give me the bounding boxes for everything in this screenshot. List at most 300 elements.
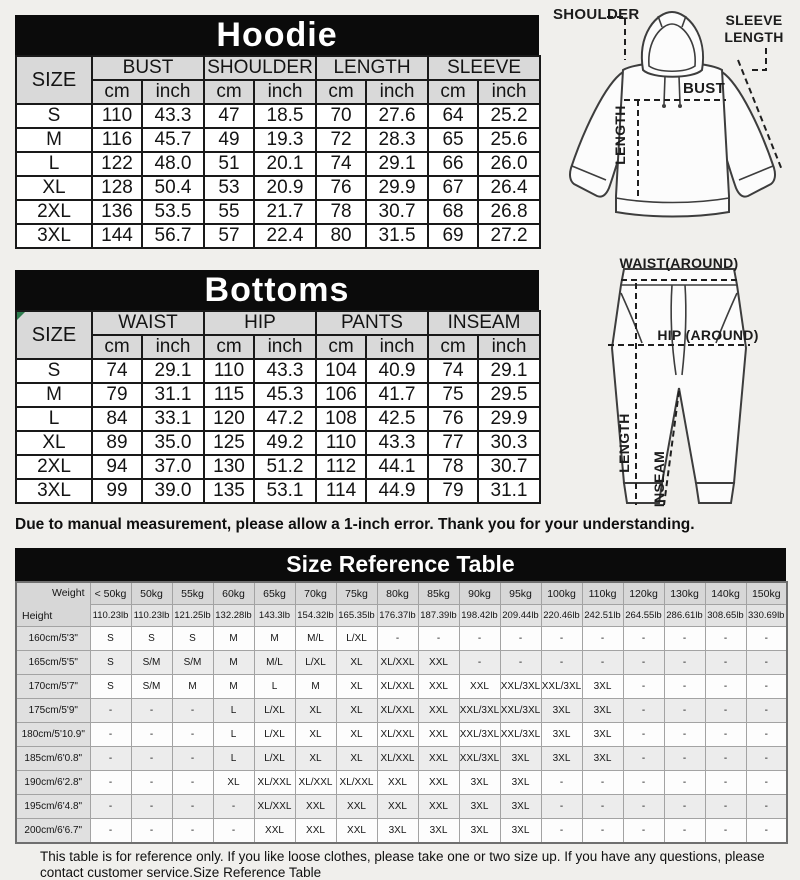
height-header-cell: 195cm/6'4.8"	[16, 795, 90, 819]
measurement-cell: 31.5	[366, 224, 428, 248]
measurement-cell: 44.9	[366, 479, 428, 503]
weight-kg-header: 65kg	[254, 582, 295, 605]
measurement-cell: 78	[316, 200, 366, 224]
height-row-175cm	[16, 699, 787, 723]
size-row-2XL	[16, 455, 540, 479]
size-reference-table	[15, 581, 788, 844]
bottoms-size-table-section	[15, 270, 539, 504]
weight-kg-header: < 50kg	[90, 582, 131, 605]
recommended-size-cell: S	[90, 627, 131, 651]
recommended-size-cell: XL	[336, 747, 377, 771]
size-row-XL	[16, 431, 540, 455]
group-header: HIP	[204, 311, 316, 335]
recommended-size-cell: -	[623, 651, 664, 675]
measurement-cell: 31.1	[142, 383, 204, 407]
measurement-cell: 84	[92, 407, 142, 431]
recommended-size-cell: -	[131, 819, 172, 844]
recommended-size-cell: -	[541, 771, 582, 795]
recommended-size-cell: XXL	[459, 675, 500, 699]
hoodie-length-label: LENGTH	[612, 105, 628, 165]
recommended-size-cell: -	[500, 651, 541, 675]
weight-lb-header: 176.37lb	[377, 605, 418, 627]
height-header-cell: 200cm/6'6.7"	[16, 819, 90, 844]
size-cell: 3XL	[16, 479, 92, 503]
weight-lb-header: 132.28lb	[213, 605, 254, 627]
size-header: SIZE	[16, 56, 92, 104]
measurement-cell: 136	[92, 200, 142, 224]
measurement-cell: 35.0	[142, 431, 204, 455]
hoodie-size-table	[15, 55, 541, 249]
measurement-cell: 53	[204, 176, 254, 200]
recommended-size-cell: -	[582, 819, 623, 844]
measurement-cell: 70	[316, 104, 366, 128]
recommended-size-cell: -	[90, 699, 131, 723]
measurement-cell: 55	[204, 200, 254, 224]
weight-kg-header: 110kg	[582, 582, 623, 605]
recommended-size-cell: -	[172, 723, 213, 747]
measurement-cell: 43.3	[142, 104, 204, 128]
height-row-165cm	[16, 651, 787, 675]
recommended-size-cell: XXL/3XL	[500, 699, 541, 723]
recommended-size-cell: 3XL	[500, 819, 541, 844]
unit-inch-header: inch	[366, 335, 428, 359]
size-row-3XL	[16, 224, 540, 248]
measurement-cell: 130	[204, 455, 254, 479]
measurement-cell: 45.3	[254, 383, 316, 407]
recommended-size-cell: XXL/3XL	[500, 723, 541, 747]
unit-cm-header: cm	[428, 80, 478, 104]
weight-lb-row	[16, 605, 787, 627]
size-row-3XL	[16, 479, 540, 503]
recommended-size-cell: -	[746, 651, 787, 675]
weight-lb-header: 110.23lb	[131, 605, 172, 627]
weight-height-corner-cell	[16, 582, 90, 627]
unit-inch-header: inch	[366, 80, 428, 104]
measurement-cell: 48.0	[142, 152, 204, 176]
measurement-cell: 22.4	[254, 224, 316, 248]
recommended-size-cell: 3XL	[541, 747, 582, 771]
recommended-size-cell: -	[623, 819, 664, 844]
recommended-size-cell: -	[500, 627, 541, 651]
height-row-180cm	[16, 723, 787, 747]
measurement-cell: 110	[204, 359, 254, 383]
measurement-cell: 72	[316, 128, 366, 152]
measurement-cell: 110	[92, 104, 142, 128]
size-row-L	[16, 407, 540, 431]
measurement-cell: 78	[428, 455, 478, 479]
size-reference-title: Size Reference Table	[15, 548, 786, 581]
recommended-size-cell: XXL	[295, 819, 336, 844]
weight-kg-header: 100kg	[541, 582, 582, 605]
footer-note: This table is for reference only. If you like loose clothes, please take one or two size up. If you have any questions, please contact customer service.Size Reference Table	[40, 849, 765, 880]
recommended-size-cell: M	[213, 651, 254, 675]
recommended-size-cell: -	[213, 795, 254, 819]
size-cell: 3XL	[16, 224, 92, 248]
measurement-cell: 21.7	[254, 200, 316, 224]
measurement-cell: 19.3	[254, 128, 316, 152]
recommended-size-cell: XL	[336, 699, 377, 723]
recommended-size-cell: XL/XXL	[377, 675, 418, 699]
recommended-size-cell: -	[459, 651, 500, 675]
recommended-size-cell: 3XL	[459, 795, 500, 819]
measurement-cell: 80	[316, 224, 366, 248]
recommended-size-cell: -	[623, 723, 664, 747]
group-header: SHOULDER	[204, 56, 316, 80]
measurement-cell: 106	[316, 383, 366, 407]
weight-lb-header: 264.55lb	[623, 605, 664, 627]
recommended-size-cell: XXL	[418, 723, 459, 747]
measurement-cell: 94	[92, 455, 142, 479]
measurement-cell: 135	[204, 479, 254, 503]
weight-lb-header: 143.3lb	[254, 605, 295, 627]
weight-lb-header: 308.65lb	[705, 605, 746, 627]
measurement-cell: 68	[428, 200, 478, 224]
recommended-size-cell: -	[582, 771, 623, 795]
size-row-2XL	[16, 200, 540, 224]
measurement-cell: 39.0	[142, 479, 204, 503]
recommended-size-cell: -	[541, 627, 582, 651]
unit-inch-header: inch	[142, 80, 204, 104]
unit-cm-header: cm	[204, 335, 254, 359]
recommended-size-cell: XXL	[418, 771, 459, 795]
size-cell: 2XL	[16, 200, 92, 224]
measurement-cell: 49.2	[254, 431, 316, 455]
weight-lb-header: 242.51lb	[582, 605, 623, 627]
size-reference-section	[15, 548, 786, 844]
weight-lb-header: 187.39lb	[418, 605, 459, 627]
recommended-size-cell: L	[213, 699, 254, 723]
recommended-size-cell: -	[705, 627, 746, 651]
hoodie-table-title: Hoodie	[15, 15, 539, 55]
measurement-cell: 26.8	[478, 200, 540, 224]
measurement-cell: 29.9	[366, 176, 428, 200]
recommended-size-cell: XXL	[418, 699, 459, 723]
recommended-size-cell: L	[254, 675, 295, 699]
measurement-cell: 43.3	[254, 359, 316, 383]
unit-cm-header: cm	[92, 335, 142, 359]
weight-kg-header: 130kg	[664, 582, 705, 605]
size-cell: L	[16, 152, 92, 176]
recommended-size-cell: S	[90, 651, 131, 675]
recommended-size-cell: XXL	[336, 819, 377, 844]
recommended-size-cell: S/M	[131, 675, 172, 699]
recommended-size-cell: -	[131, 699, 172, 723]
recommended-size-cell: -	[705, 723, 746, 747]
recommended-size-cell: -	[172, 699, 213, 723]
recommended-size-cell: XL/XXL	[377, 723, 418, 747]
recommended-size-cell: XXL	[418, 651, 459, 675]
recommended-size-cell: XXL	[377, 795, 418, 819]
height-header-cell: 185cm/6'0.8"	[16, 747, 90, 771]
waist-label: WAIST(AROUND)	[619, 255, 739, 271]
recommended-size-cell: -	[664, 675, 705, 699]
weight-kg-header: 80kg	[377, 582, 418, 605]
recommended-size-cell: -	[664, 723, 705, 747]
recommended-size-cell: XXL	[254, 819, 295, 844]
recommended-size-cell: -	[664, 795, 705, 819]
measurement-cell: 104	[316, 359, 366, 383]
size-row-M	[16, 383, 540, 407]
recommended-size-cell: XL/XXL	[377, 651, 418, 675]
recommended-size-cell: -	[418, 627, 459, 651]
recommended-size-cell: M	[295, 675, 336, 699]
recommended-size-cell: -	[213, 819, 254, 844]
measurement-cell: 76	[428, 407, 478, 431]
measurement-cell: 31.1	[478, 479, 540, 503]
measurement-cell: 18.5	[254, 104, 316, 128]
hip-label: HIP (AROUND)	[657, 327, 759, 343]
measurement-cell: 56.7	[142, 224, 204, 248]
height-row-185cm	[16, 747, 787, 771]
recommended-size-cell: XL	[295, 699, 336, 723]
recommended-size-cell: 3XL	[500, 771, 541, 795]
recommended-size-cell: -	[746, 819, 787, 844]
recommended-size-cell: -	[746, 627, 787, 651]
measurement-cell: 29.1	[478, 359, 540, 383]
recommended-size-cell: -	[705, 819, 746, 844]
size-cell: XL	[16, 431, 92, 455]
height-header-cell: 160cm/5'3"	[16, 627, 90, 651]
shoulder-measure-line	[607, 17, 625, 60]
weight-kg-header: 90kg	[459, 582, 500, 605]
recommended-size-cell: -	[541, 795, 582, 819]
weight-kg-header: 50kg	[131, 582, 172, 605]
recommended-size-cell: XXL	[377, 771, 418, 795]
measurement-cell: 45.7	[142, 128, 204, 152]
recommended-size-cell: -	[623, 675, 664, 699]
recommended-size-cell: L	[213, 747, 254, 771]
measurement-cell: 41.7	[366, 383, 428, 407]
unit-inch-header: inch	[478, 335, 540, 359]
weight-kg-header: 60kg	[213, 582, 254, 605]
measurement-cell: 57	[204, 224, 254, 248]
weight-lb-header: 110.23lb	[90, 605, 131, 627]
recommended-size-cell: 3XL	[582, 747, 623, 771]
measurement-cell: 33.1	[142, 407, 204, 431]
measurement-cell: 128	[92, 176, 142, 200]
recommended-size-cell: XL	[295, 747, 336, 771]
measurement-cell: 144	[92, 224, 142, 248]
recommended-size-cell: -	[746, 747, 787, 771]
unit-inch-header: inch	[254, 335, 316, 359]
measurement-cell: 37.0	[142, 455, 204, 479]
size-row-L	[16, 152, 540, 176]
unit-cm-header: cm	[92, 80, 142, 104]
recommended-size-cell: -	[705, 651, 746, 675]
recommended-size-cell: 3XL	[541, 699, 582, 723]
size-row-XL	[16, 176, 540, 200]
bottoms-size-table	[15, 310, 541, 504]
header-group-row	[16, 56, 540, 80]
size-cell: M	[16, 383, 92, 407]
recommended-size-cell: -	[664, 627, 705, 651]
recommended-size-cell: -	[623, 627, 664, 651]
measurement-cell: 29.1	[366, 152, 428, 176]
recommended-size-cell: -	[172, 747, 213, 771]
recommended-size-cell: XL	[295, 723, 336, 747]
recommended-size-cell: XL/XXL	[254, 771, 295, 795]
measurement-cell: 110	[316, 431, 366, 455]
measurement-cell: 89	[92, 431, 142, 455]
pants-measurement-diagram	[558, 253, 800, 518]
unit-inch-header: inch	[142, 335, 204, 359]
unit-row	[16, 80, 540, 104]
recommended-size-cell: S	[131, 627, 172, 651]
measurement-cell: 47.2	[254, 407, 316, 431]
bust-label: BUST	[683, 80, 726, 97]
unit-cm-header: cm	[428, 335, 478, 359]
measurement-cell: 44.1	[366, 455, 428, 479]
bottoms-table-title: Bottoms	[15, 270, 539, 310]
group-header: LENGTH	[316, 56, 428, 80]
recommended-size-cell: XXL	[418, 747, 459, 771]
recommended-size-cell: M	[172, 675, 213, 699]
recommended-size-cell: XL	[336, 723, 377, 747]
recommended-size-cell: 3XL	[582, 675, 623, 699]
measurement-cell: 112	[316, 455, 366, 479]
recommended-size-cell: M	[213, 675, 254, 699]
recommended-size-cell: -	[664, 771, 705, 795]
recommended-size-cell: XXL	[418, 795, 459, 819]
weight-kg-header: 85kg	[418, 582, 459, 605]
unit-row	[16, 335, 540, 359]
weight-lb-header: 220.46lb	[541, 605, 582, 627]
weight-lb-header: 198.42lb	[459, 605, 500, 627]
recommended-size-cell: -	[705, 675, 746, 699]
recommended-size-cell: -	[705, 699, 746, 723]
measurement-cell: 49	[204, 128, 254, 152]
weight-kg-header: 95kg	[500, 582, 541, 605]
recommended-size-cell: -	[623, 795, 664, 819]
measurement-cell: 116	[92, 128, 142, 152]
measurement-cell: 51	[204, 152, 254, 176]
corner-weight-label: Weight	[52, 587, 85, 599]
recommended-size-cell: -	[172, 771, 213, 795]
recommended-size-cell: L/XL	[295, 651, 336, 675]
recommended-size-cell: L/XL	[254, 723, 295, 747]
recommended-size-cell: -	[664, 747, 705, 771]
recommended-size-cell: XXL/3XL	[500, 675, 541, 699]
height-header-cell: 170cm/5'7"	[16, 675, 90, 699]
spreadsheet-corner-artifact	[17, 312, 25, 320]
measurement-cell: 50.4	[142, 176, 204, 200]
hoodie-size-table-section	[15, 15, 539, 249]
measurement-cell: 75	[428, 383, 478, 407]
measurement-cell: 74	[428, 359, 478, 383]
size-cell: M	[16, 128, 92, 152]
measurement-cell: 120	[204, 407, 254, 431]
height-row-195cm	[16, 795, 787, 819]
hoodie-measurement-diagram	[545, 0, 800, 258]
measurement-cell: 108	[316, 407, 366, 431]
recommended-size-cell: 3XL	[377, 819, 418, 844]
measurement-cell: 51.2	[254, 455, 316, 479]
measurement-cell: 125	[204, 431, 254, 455]
recommended-size-cell: XXL/3XL	[459, 747, 500, 771]
measurement-cell: 53.1	[254, 479, 316, 503]
recommended-size-cell: 3XL	[541, 723, 582, 747]
group-header: INSEAM	[428, 311, 540, 335]
measurement-note: Due to manual measurement, please allow a 1-inch error. Thank you for your understanding.	[15, 516, 695, 533]
size-cell: XL	[16, 176, 92, 200]
recommended-size-cell: 3XL	[459, 819, 500, 844]
recommended-size-cell: S/M	[172, 651, 213, 675]
measurement-cell: 74	[92, 359, 142, 383]
unit-inch-header: inch	[478, 80, 540, 104]
measurement-cell: 64	[428, 104, 478, 128]
weight-kg-header: 75kg	[336, 582, 377, 605]
recommended-size-cell: -	[90, 819, 131, 844]
recommended-size-cell: -	[705, 795, 746, 819]
measurement-cell: 27.2	[478, 224, 540, 248]
recommended-size-cell: -	[172, 819, 213, 844]
height-row-200cm	[16, 819, 787, 844]
header-group-row	[16, 311, 540, 335]
recommended-size-cell: 3XL	[582, 699, 623, 723]
inseam-label: INSEAM	[651, 450, 667, 508]
recommended-size-cell: L/XL	[254, 699, 295, 723]
size-row-S	[16, 359, 540, 383]
recommended-size-cell: XL	[336, 651, 377, 675]
recommended-size-cell: -	[541, 819, 582, 844]
measurement-cell: 40.9	[366, 359, 428, 383]
unit-cm-header: cm	[204, 80, 254, 104]
recommended-size-cell: S/M	[131, 651, 172, 675]
recommended-size-cell: XXL/3XL	[459, 699, 500, 723]
group-header: PANTS	[316, 311, 428, 335]
unit-inch-header: inch	[254, 80, 316, 104]
recommended-size-cell: -	[90, 795, 131, 819]
pants-length-label: LENGTH	[616, 413, 632, 473]
recommended-size-cell: 3XL	[418, 819, 459, 844]
size-row-M	[16, 128, 540, 152]
recommended-size-cell: M	[213, 627, 254, 651]
size-cell: 2XL	[16, 455, 92, 479]
recommended-size-cell: 3XL	[582, 723, 623, 747]
recommended-size-cell: -	[582, 627, 623, 651]
recommended-size-cell: -	[746, 675, 787, 699]
measurement-cell: 28.3	[366, 128, 428, 152]
recommended-size-cell: XXL	[418, 675, 459, 699]
recommended-size-cell: -	[746, 795, 787, 819]
recommended-size-cell: -	[664, 651, 705, 675]
measurement-cell: 29.5	[478, 383, 540, 407]
group-header: WAIST	[92, 311, 204, 335]
weight-kg-row	[16, 582, 787, 605]
recommended-size-cell: XL	[213, 771, 254, 795]
weight-lb-header: 330.69lb	[746, 605, 787, 627]
recommended-size-cell: XXL	[295, 795, 336, 819]
sleeve-length-label: SLEEVE LENGTH	[724, 12, 784, 45]
measurement-cell: 43.3	[366, 431, 428, 455]
recommended-size-cell: -	[90, 723, 131, 747]
recommended-size-cell: -	[582, 795, 623, 819]
recommended-size-cell: -	[623, 699, 664, 723]
size-cell: S	[16, 359, 92, 383]
recommended-size-cell: L/XL	[254, 747, 295, 771]
measurement-cell: 20.9	[254, 176, 316, 200]
recommended-size-cell: XL/XXL	[295, 771, 336, 795]
height-header-cell: 175cm/5'9"	[16, 699, 90, 723]
measurement-cell: 25.6	[478, 128, 540, 152]
recommended-size-cell: -	[172, 795, 213, 819]
shoulder-label: SHOULDER	[553, 6, 640, 23]
recommended-size-cell: XXL/3XL	[459, 723, 500, 747]
recommended-size-cell: -	[377, 627, 418, 651]
height-header-cell: 180cm/5'10.9"	[16, 723, 90, 747]
weight-lb-header: 209.44lb	[500, 605, 541, 627]
recommended-size-cell: 3XL	[500, 795, 541, 819]
